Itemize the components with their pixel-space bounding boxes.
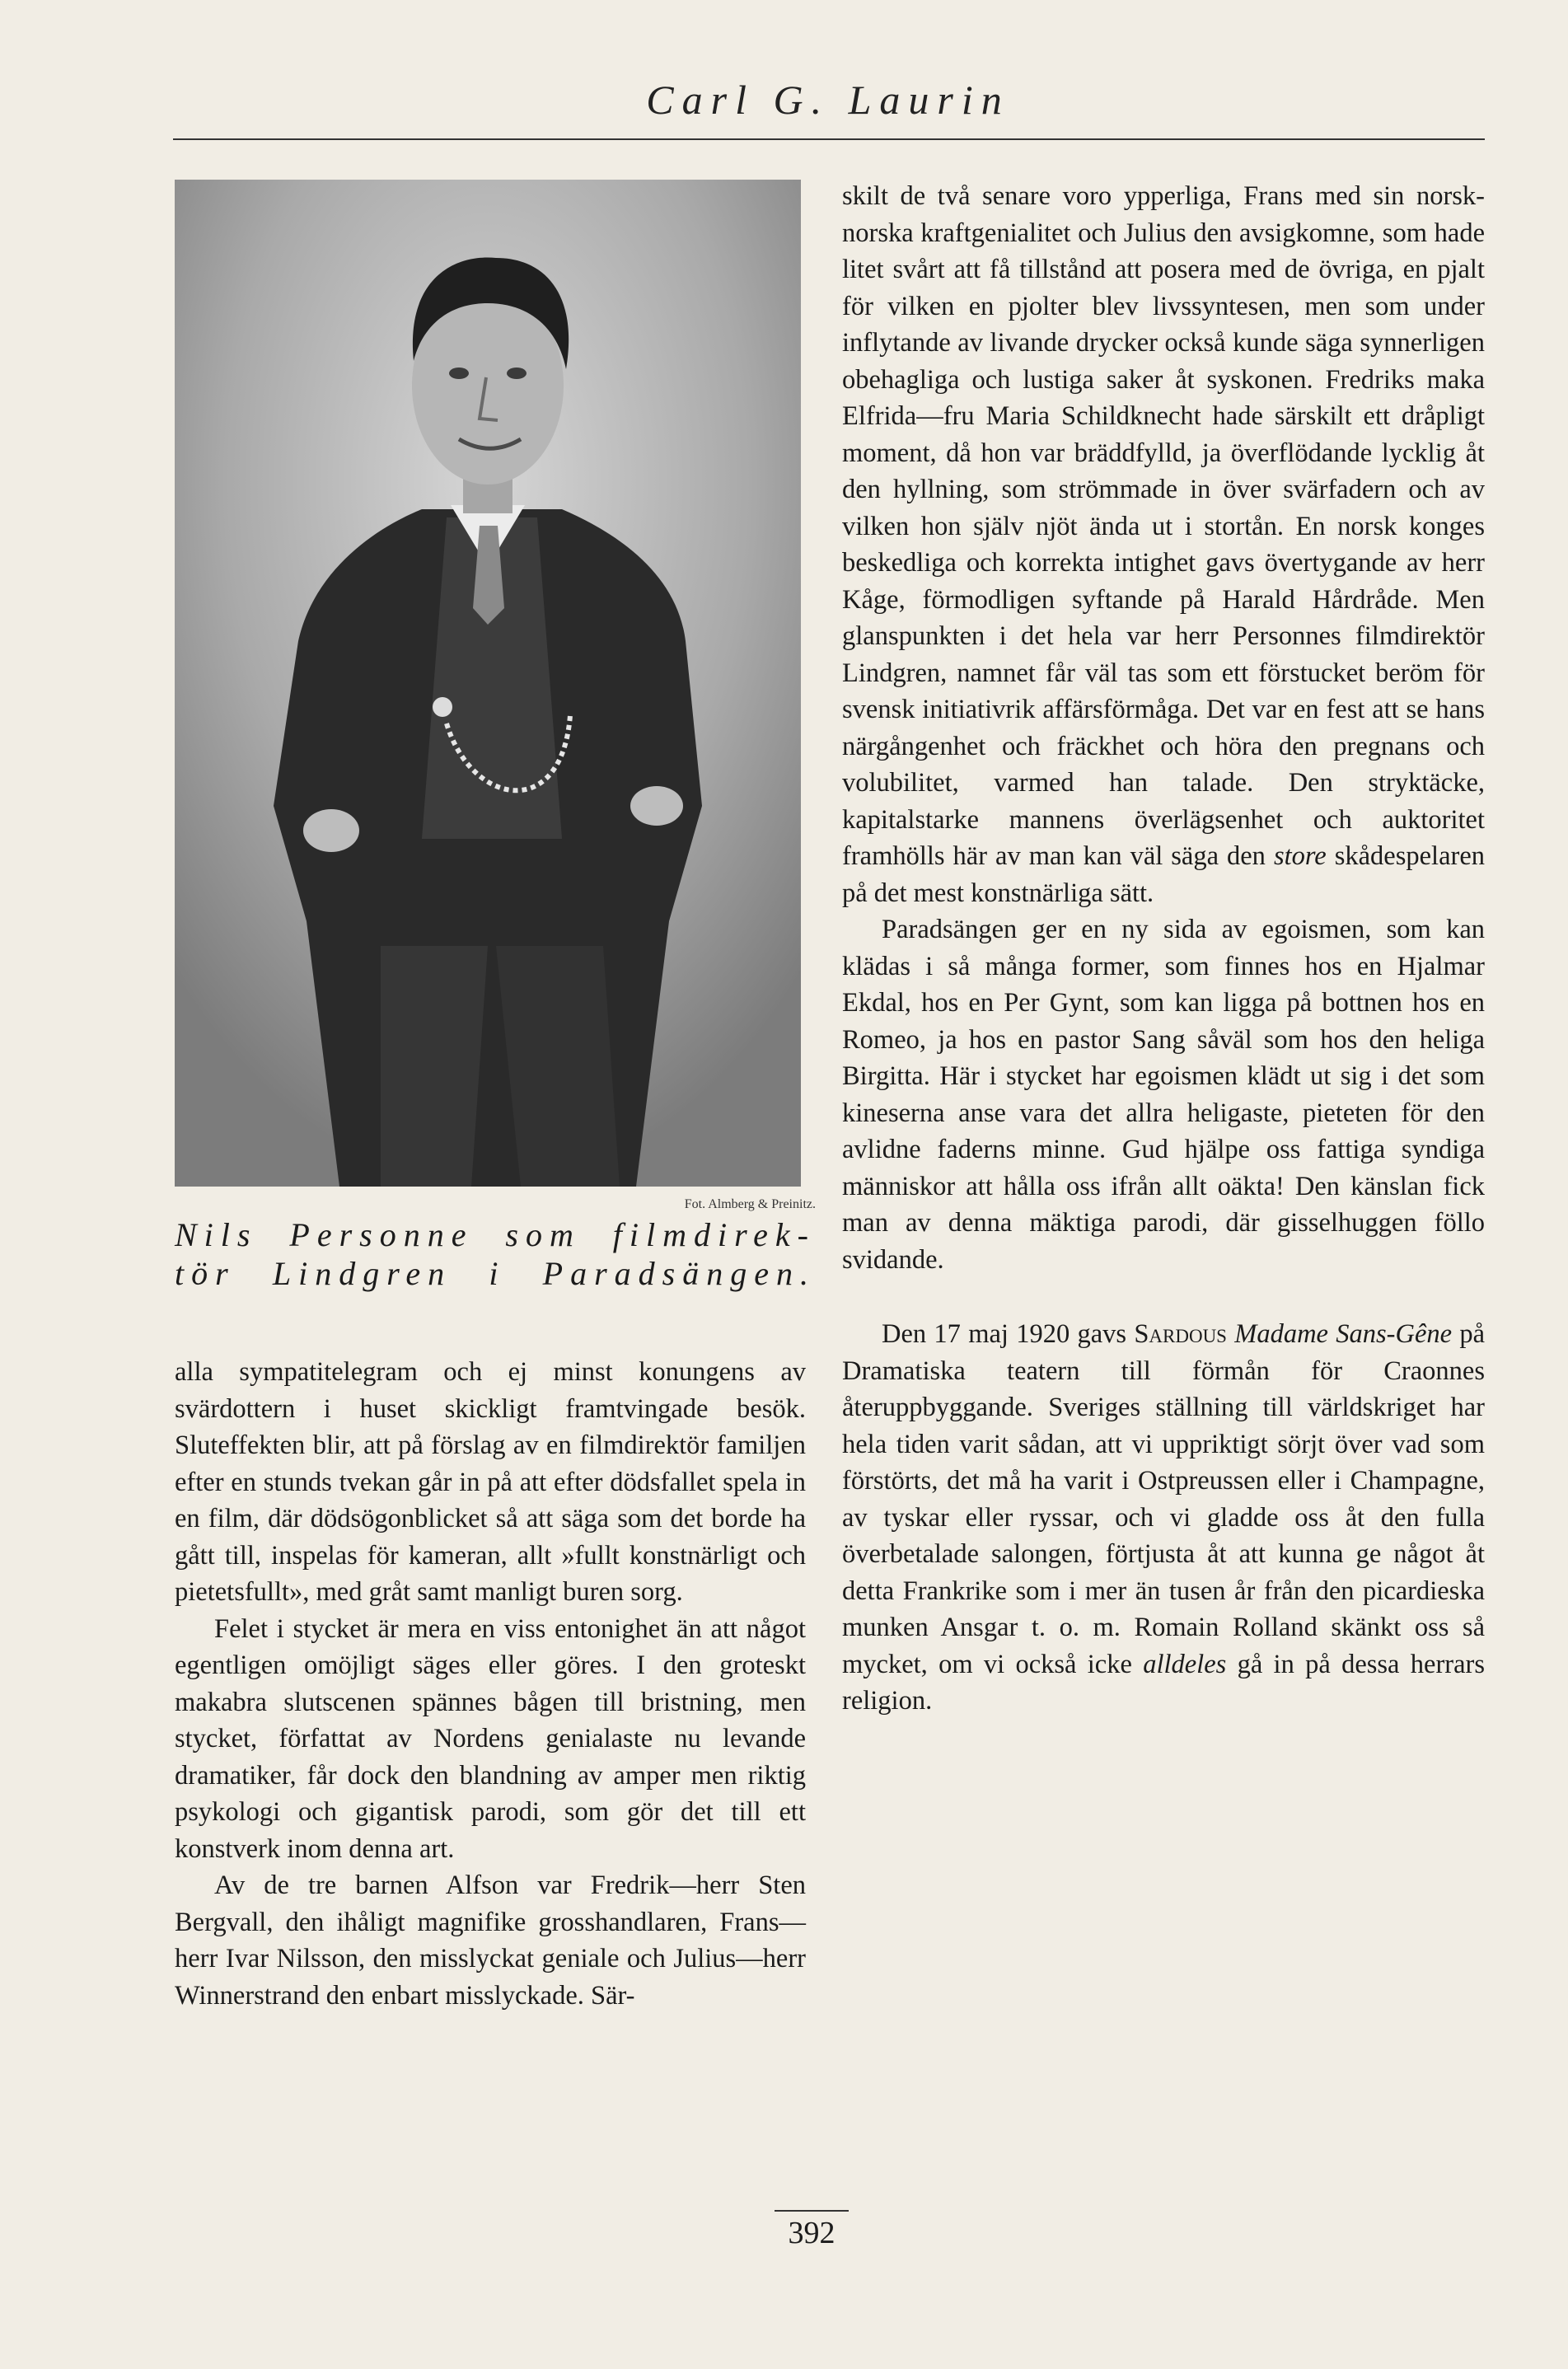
left-paragraph-1: alla sympatitelegram och ej minst konungens av svärdottern i huset skickligt framtvingade besök. Sluteffekten blir, att på förslag av en filmdirektör familjen efter en stunds tvekan går in på att efter dödsfallet spela in en film, där dödsögonblicket så att säga som det borde ha gått till, inspelas för kameran, allt »fullt konstnärligt och pietetsfullt», med gråt samt manligt buren sorg.: [175, 1357, 806, 1607]
page-number: 392: [788, 2216, 835, 2250]
right-paragraph-3: [842, 1316, 1485, 1720]
author-name: Sardous: [1134, 1319, 1227, 1349]
right-paragraph-1: [842, 178, 1485, 911]
page-number-rule: [775, 2210, 849, 2212]
right-paragraph-1-text-b: skådespelaren på det mest konstnärliga sätt.: [842, 841, 1486, 908]
left-paragraph-3: Av de tre barnen Alfson var Fredrik—herr Sten Bergvall, den ihåligt magnifike grosshandlaren, Frans—herr Ivar Nilsson, den misslyckat geniale och Julius—herr Winnerstrand den enbart misslyckade. Sär-: [175, 1870, 806, 2011]
right-paragraph-3-text-c: gå in på dessa herrars religion.: [842, 1649, 1485, 1716]
left-paragraph-2: Felet i stycket är mera en viss entonighet än att något egentligen omöjligt säges eller göres. I den groteskt makabra slutscenen spännes bågen till bristning, men stycket, författat av Nordens genialaste nu levande dramatiker, får dock den blandning av amper men riktig psykologi och gigantisk parodi, som gör det till ett konstverk inom denna art.: [175, 1613, 806, 1864]
header-rule: [173, 138, 1485, 140]
right-paragraph-3-text-a: Den 17 maj 1920 gavs: [882, 1319, 1127, 1349]
right-paragraph-3-italic: alldeles: [1143, 1649, 1227, 1679]
right-paragraph-1-italic: store: [1273, 841, 1327, 871]
right-paragraph-1-text-a: skilt de två senare voro ypperliga, Frans med sin norsk-norska kraftgenialitet och Julius den avsigkomne, som hade litet svårt att få tillstånd att posera med de övriga, en pjalt för vilken en pjolter blev livssyntesen, men som under inflytande av livande drycker också kunde säga synnerligen obehagliga och lustiga saker åt syskonen. Fredriks maka Elfrida—fru Maria Schildknecht hade särskilt ett dråpligt moment, då hon var bräddfylld, ja överflödande lycklig åt den hyllning, som strömmade in över svärfadern och av vilken hon själv njöt ända ut i stortån. En norsk konges beskedliga och korrekta intighet gavs övertygande av herr Kåge, förmodligen syftande på Harald Hårdråde. Men glanspunkten i det hela var herr Personnes filmdirektör Lindgren, namnet får väl tas som ett förstucket beröm för svensk initiativrik affärsförmåga. Det var en fest att se hans närgångenhet och fräckhet och höra den pregnans och volubilitet, varmed han talade. Den stryktäcke, kapitalstarke mannens överlägsenhet och auktoritet framhölls här av man kan väl säga den: [842, 181, 1485, 871]
right-paragraph-3-text-b: på Dramatiska teatern till förmån för Craonnes återuppbyggande. Sveriges ställning till världskriget har hela tiden varit sådan, att vi uppriktigt sörjt över vad som förstörts, det må ha varit i Ostpreussen eller i Champagne, av tyskar eller ryssar, och vi gladde oss åt den fulla överbetalade salongen, förtjusta åt att kunna ge något åt detta Frankrike som i mer än tusen år från den picardieska munken Ansgar t. o. m. Romain Rolland skänkt oss så mycket, om vi också icke: [842, 1319, 1486, 1679]
left-text-column: [175, 1354, 806, 2014]
caption-line-1: Nils Personne som filmdirek-: [175, 1216, 816, 1253]
running-head: Carl G. Laurin: [646, 77, 1010, 123]
section-gap: [842, 1278, 1485, 1316]
caption-line-2: tör Lindgren i Paradsängen.: [175, 1255, 816, 1292]
right-text-column: [842, 178, 1485, 1720]
right-paragraph-2: Paradsängen ger en ny sida av egoismen, som kan klädas i så många former, som finnes hos en Hjalmar Ekdal, hos en Per Gynt, som kan ligga på bottnen hos en Romeo, ja hos en pastor Sang såväl som hos den heliga Birgitta. Här i stycket har egoismen klädt ut sig i det som kineserna anse vara det allra heligaste, pieteten för den avlidne faderns minne. Gud hjälpe oss fattiga syndiga människor att hålla oss ifrån allt oäkta! Den känslan fick man av denna mäktiga parodi, där gisselhuggen föllo svidande.: [842, 915, 1485, 1275]
portrait-photograph: [175, 180, 801, 1187]
play-title: Madame Sans-Gêne: [1234, 1319, 1453, 1349]
photo-credit: Fot. Almberg & Preinitz.: [684, 1197, 816, 1211]
figure-caption: [175, 1215, 816, 1293]
portrait-illustration: [175, 180, 801, 1187]
